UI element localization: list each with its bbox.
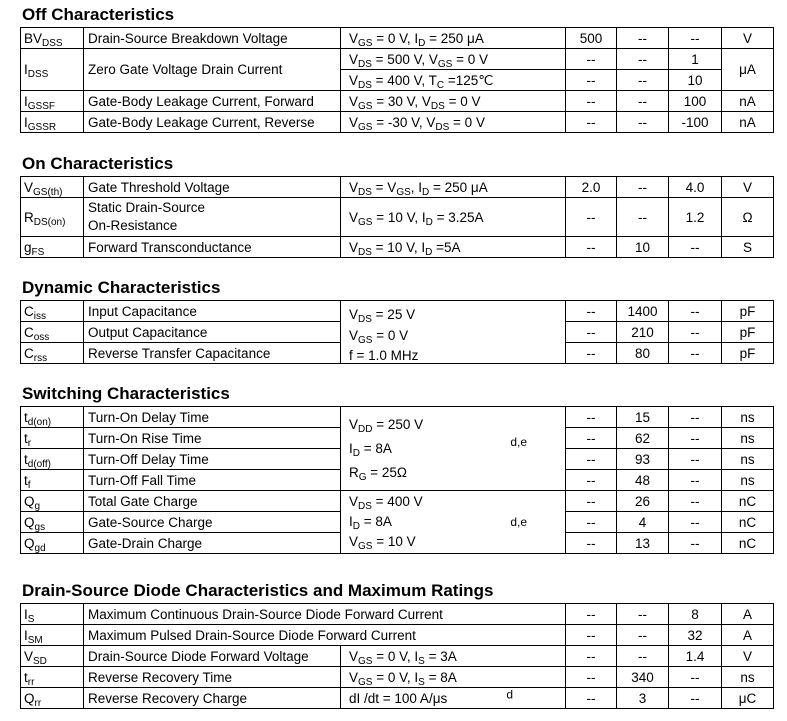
parameter-line-1: Static Drain-Source [88, 200, 206, 215]
min-cell: -- [566, 667, 617, 688]
condition-cell: $V_{GS} = 10$ V, $I_D = 3.25A$ [341, 198, 566, 237]
symbol-cell: $Q_{rr}$ [21, 688, 84, 709]
typ-cell: -- [617, 28, 669, 49]
max-cell: -- [669, 470, 722, 491]
min-cell: -- [566, 428, 617, 449]
typ-cell: 15 [617, 407, 669, 428]
diode-table [20, 603, 774, 709]
section-off-characteristics [20, 5, 773, 133]
symbol-cell: $t_{rr}$ [21, 667, 84, 688]
section-on-characteristics [20, 154, 773, 258]
typ-cell: 1400 [617, 301, 669, 322]
parameter-line-2: On-Resistance [88, 218, 178, 233]
max-cell: -- [669, 667, 722, 688]
parameter-cell: Reverse Recovery Charge [84, 688, 341, 709]
unit-cell: Ω [722, 198, 774, 237]
typ-cell: -- [617, 646, 669, 667]
max-cell: -- [669, 407, 722, 428]
symbol-cell: $I_{DSS}$ [21, 49, 84, 91]
typ-cell: -- [617, 70, 669, 91]
symbol-cell: $t_r$ [21, 428, 84, 449]
symbol-cell: $I_{SM}$ [21, 625, 84, 646]
parameter-cell: Forward Transconductance [84, 237, 341, 258]
parameter-cell: Turn-Off Fall Time [84, 470, 341, 491]
condition-cell: $V_{DS} = 25$ V [341, 301, 566, 322]
typ-cell: 80 [617, 343, 669, 364]
table-row [21, 688, 774, 709]
parameter-cell: Input Capacitance [84, 301, 341, 322]
parameter-cell: Drain-Source Breakdown Voltage [84, 28, 341, 49]
parameter-cell: Zero Gate Voltage Drain Current [84, 49, 341, 91]
min-cell: -- [566, 301, 617, 322]
max-cell: -- [669, 533, 722, 554]
condition-cell [341, 491, 566, 554]
table-row [21, 667, 774, 688]
typ-cell: 340 [617, 667, 669, 688]
unit-cell: pF [722, 301, 774, 322]
unit-cell: nA [722, 112, 774, 133]
condition-cell: $V_{DS} = 10$ V, $I_D =5A$ [341, 237, 566, 258]
max-cell: 4.0 [669, 177, 722, 198]
min-cell: -- [566, 688, 617, 709]
symbol-cell: $Q_g$ [21, 491, 84, 512]
typ-cell: 93 [617, 449, 669, 470]
unit-cell: S [722, 237, 774, 258]
max-cell: 8 [669, 604, 722, 625]
unit-cell: ns [722, 428, 774, 449]
parameter-cell: Turn-On Delay Time [84, 407, 341, 428]
symbol-cell: $V_{SD}$ [21, 646, 84, 667]
typ-cell: -- [617, 625, 669, 646]
parameter-cell [84, 198, 341, 237]
max-cell: -- [669, 28, 722, 49]
min-cell: -- [566, 49, 617, 70]
typ-cell: -- [617, 604, 669, 625]
unit-cell: nA [722, 91, 774, 112]
parameter-cell: Reverse Recovery Time [84, 667, 341, 688]
parameter-cell: Gate-Body Leakage Current, Forward [84, 91, 341, 112]
table-row [21, 604, 774, 625]
min-cell: -- [566, 604, 617, 625]
typ-cell: 210 [617, 322, 669, 343]
condition-cell: $V_{DS} = V_{GS}$, $I_D = 250$ μA [341, 177, 566, 198]
unit-cell: V [722, 28, 774, 49]
max-cell: -- [669, 322, 722, 343]
section-title: Dynamic Characteristics [22, 278, 221, 297]
min-cell: -- [566, 112, 617, 133]
off-table [20, 27, 774, 133]
condition-cell: $V_{GS} = 0$ V, $I_S = 8A$ [341, 667, 566, 688]
max-cell: -- [669, 491, 722, 512]
table-row [21, 49, 774, 70]
table-row [21, 237, 774, 258]
parameter-cell: Maximum Pulsed Drain-Source Diode Forward Current [84, 625, 566, 646]
condition-cell: $V_{DS} = 500$ V, $V_{GS} = 0$ V [341, 49, 566, 70]
min-cell: -- [566, 237, 617, 258]
max-cell: 32 [669, 625, 722, 646]
max-cell: 1.4 [669, 646, 722, 667]
symbol-cell: $C_{oss}$ [21, 322, 84, 343]
typ-cell: 48 [617, 470, 669, 491]
condition-cell: $V_{GS} = 0$ V, $I_S = 3A$ [341, 646, 566, 667]
condition-cell: dI /dt = 100 A/μs d [341, 688, 566, 709]
condition-cell: $V_{DS} = 400$ V, $T_C$ =125℃ [341, 70, 566, 91]
switching-table [20, 406, 774, 554]
condition-line: $V_{DD} = 250$ V [349, 416, 424, 435]
table-row [21, 407, 774, 428]
symbol-cell: $BV_{DSS}$ [21, 28, 84, 49]
min-cell: 2.0 [566, 177, 617, 198]
max-cell: -- [669, 512, 722, 533]
typ-cell: -- [617, 91, 669, 112]
section-title: Off Characteristics [22, 5, 175, 24]
symbol-cell: $R_{DS(on)}$ [21, 198, 84, 237]
typ-cell: 4 [617, 512, 669, 533]
section-dynamic-characteristics [20, 278, 773, 364]
typ-cell: -- [617, 112, 669, 133]
min-cell: 500 [566, 28, 617, 49]
min-cell: -- [566, 646, 617, 667]
parameter-cell: Total Gate Charge [84, 491, 341, 512]
parameter-cell: Turn-On Rise Time [84, 428, 341, 449]
section-switching-characteristics [20, 384, 773, 554]
condition-cell: $V_{GS} = 0$ V [341, 322, 566, 343]
min-cell: -- [566, 91, 617, 112]
symbol-cell: $t_{d(on)}$ [21, 407, 84, 428]
unit-cell: nC [722, 491, 774, 512]
parameter-cell: Gate-Drain Charge [84, 533, 341, 554]
parameter-cell: Reverse Transfer Capacitance [84, 343, 341, 364]
min-cell: -- [566, 533, 617, 554]
unit-cell: V [722, 177, 774, 198]
condition-cell: f = 1.0 MHz [341, 343, 566, 364]
parameter-cell: Maximum Continuous Drain-Source Diode Forward Current [84, 604, 566, 625]
min-cell: -- [566, 70, 617, 91]
min-cell: -- [566, 449, 617, 470]
typ-cell: -- [617, 49, 669, 70]
unit-cell: pF [722, 322, 774, 343]
table-row [21, 343, 774, 364]
parameter-cell: Turn-Off Delay Time [84, 449, 341, 470]
table-row [21, 28, 774, 49]
unit-cell: μC [722, 688, 774, 709]
symbol-cell: $Q_{gs}$ [21, 512, 84, 533]
symbol-cell: $I_{GSSF}$ [21, 91, 84, 112]
on-table [20, 176, 774, 258]
typ-cell: 26 [617, 491, 669, 512]
parameter-cell: Gate-Source Charge [84, 512, 341, 533]
symbol-cell: $I_{GSSR}$ [21, 112, 84, 133]
min-cell: -- [566, 407, 617, 428]
typ-cell: 3 [617, 688, 669, 709]
condition-line: $V_{GS} = 10$ V [349, 534, 416, 552]
max-cell: -- [669, 688, 722, 709]
footnote-marker: d,e [510, 434, 527, 449]
symbol-cell: $Q_{gd}$ [21, 533, 84, 554]
max-cell: -100 [669, 112, 722, 133]
condition-cell: $V_{GS} = -30$ V, $V_{DS} = 0$ V [341, 112, 566, 133]
condition-line: $I_D = 8A$ [349, 440, 392, 459]
max-cell: -- [669, 343, 722, 364]
table-row [21, 91, 774, 112]
condition-cell: $V_{GS} = 30$ V, $V_{DS} = 0$ V [341, 91, 566, 112]
max-cell: -- [669, 301, 722, 322]
table-row [21, 322, 774, 343]
condition-cell: $V_{GS} = 0$ V, $I_D = 250$ μA [341, 28, 566, 49]
section-title: Switching Characteristics [22, 384, 230, 403]
min-cell: -- [566, 512, 617, 533]
unit-cell: A [722, 604, 774, 625]
unit-cell: pF [722, 343, 774, 364]
parameter-cell: Drain-Source Diode Forward Voltage [84, 646, 341, 667]
table-row [21, 198, 774, 237]
unit-cell: ns [722, 470, 774, 491]
unit-cell: ns [722, 667, 774, 688]
symbol-cell: $C_{iss}$ [21, 301, 84, 322]
min-cell: -- [566, 343, 617, 364]
unit-cell: nC [722, 512, 774, 533]
condition-cell [341, 407, 566, 491]
parameter-cell: Gate-Body Leakage Current, Reverse [84, 112, 341, 133]
unit-cell: ns [722, 449, 774, 470]
table-row [21, 112, 774, 133]
typ-cell: 10 [617, 237, 669, 258]
min-cell: -- [566, 198, 617, 237]
footnote-marker: d [506, 687, 514, 702]
max-cell: 100 [669, 91, 722, 112]
footnote-marker: d,e [510, 515, 527, 529]
typ-cell: 13 [617, 533, 669, 554]
section-title: Drain-Source Diode Characteristics and Maximum Ratings [22, 581, 494, 600]
max-cell: -- [669, 449, 722, 470]
typ-cell: 62 [617, 428, 669, 449]
parameter-cell: Output Capacitance [84, 322, 341, 343]
symbol-cell: $t_f$ [21, 470, 84, 491]
typ-cell: -- [617, 177, 669, 198]
min-cell: -- [566, 322, 617, 343]
unit-cell: nC [722, 533, 774, 554]
max-cell: -- [669, 237, 722, 258]
symbol-cell: $V_{GS(th)}$ [21, 177, 84, 198]
table-row [21, 646, 774, 667]
table-row [21, 177, 774, 198]
max-cell: 1 [669, 49, 722, 70]
symbol-cell: $g_{FS}$ [21, 237, 84, 258]
unit-cell: ns [722, 407, 774, 428]
max-cell: -- [669, 428, 722, 449]
unit-cell: μA [722, 49, 774, 91]
max-cell: 1.2 [669, 198, 722, 237]
table-row [21, 625, 774, 646]
unit-cell: A [722, 625, 774, 646]
min-cell: -- [566, 470, 617, 491]
symbol-cell: $I_S$ [21, 604, 84, 625]
parameter-cell: Gate Threshold Voltage [84, 177, 341, 198]
section-title: On Characteristics [22, 154, 174, 173]
table-row [21, 491, 774, 512]
dynamic-table [20, 300, 774, 364]
table-row [21, 301, 774, 322]
condition-line: $R_G = 25\Omega$ [349, 464, 408, 483]
min-cell: -- [566, 491, 617, 512]
max-cell: 10 [669, 70, 722, 91]
symbol-cell: $C_{rss}$ [21, 343, 84, 364]
min-cell: -- [566, 625, 617, 646]
symbol-cell: $t_{d(off)}$ [21, 449, 84, 470]
condition-line: $V_{DS} = 400$ V [349, 494, 423, 512]
unit-cell: V [722, 646, 774, 667]
condition-line: $I_D = 8A$ [349, 514, 392, 532]
typ-cell: -- [617, 198, 669, 237]
section-diode-characteristics [20, 581, 773, 709]
